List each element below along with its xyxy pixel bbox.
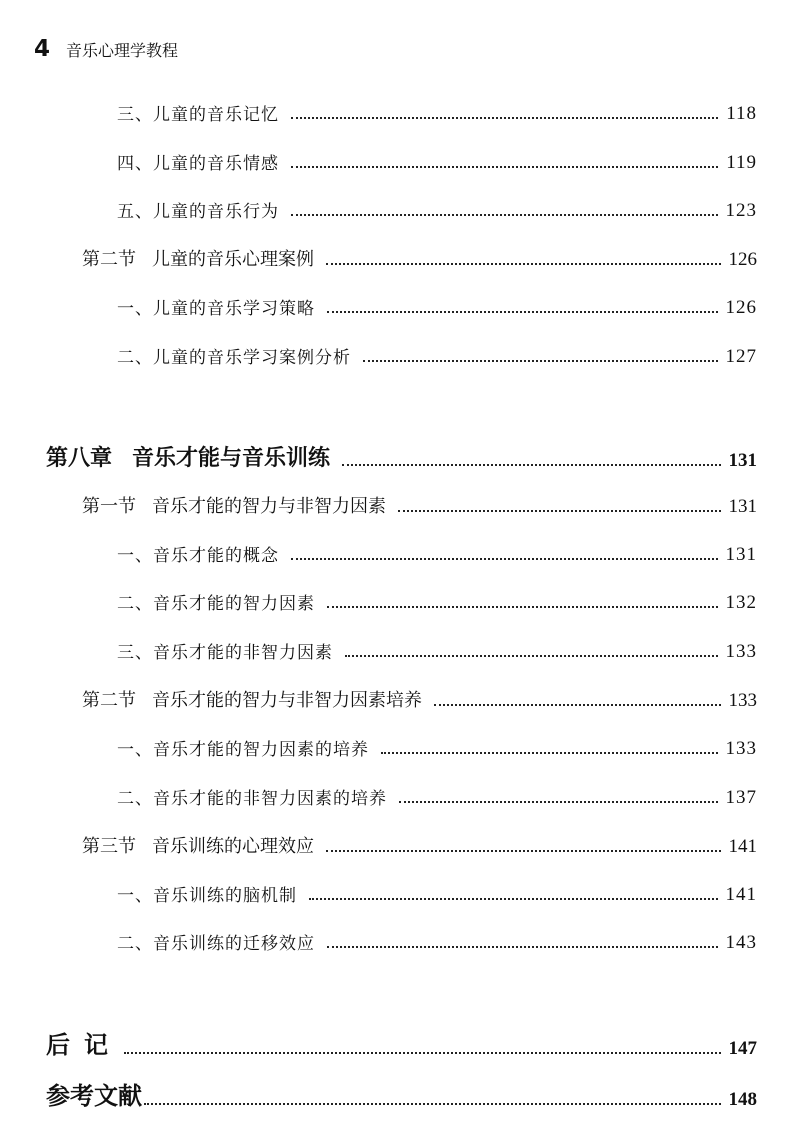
- toc-section-entry[interactable]: [82, 686, 757, 712]
- dot-leader: [327, 311, 718, 313]
- toc-entry[interactable]: [117, 197, 757, 222]
- toc-references-entry[interactable]: [46, 1076, 757, 1111]
- dot-leader: [291, 558, 718, 560]
- toc-afterword-entry[interactable]: [46, 1025, 757, 1060]
- toc-entry-label: 一、音乐才能的概念: [117, 546, 279, 566]
- toc-entry-page: 127: [725, 346, 757, 367]
- dot-leader: [291, 166, 718, 168]
- toc-entry-page: 133: [725, 641, 757, 662]
- toc-chapter-entry[interactable]: [46, 441, 757, 472]
- toc-entry-label: 三、儿童的音乐记忆: [117, 105, 279, 125]
- toc-entry-label: 后记: [46, 1030, 122, 1059]
- dot-leader: [327, 606, 718, 608]
- toc-entry-label: 一、音乐才能的智力因素的培养: [117, 740, 369, 760]
- toc-entry[interactable]: [117, 784, 757, 809]
- toc-entry[interactable]: [117, 735, 757, 760]
- toc-entry-page: 141: [728, 836, 757, 857]
- toc-entry-label: 参考文献: [46, 1081, 142, 1110]
- dot-leader: [345, 655, 718, 657]
- dot-leader: [291, 117, 718, 119]
- chapter-title: 音乐才能与音乐训练: [132, 445, 331, 471]
- section-title: 音乐训练的心理效应: [152, 836, 314, 857]
- toc-entry[interactable]: [117, 929, 757, 954]
- page-header: [34, 36, 178, 62]
- toc-entry[interactable]: [117, 589, 757, 614]
- dot-leader: [326, 263, 721, 265]
- dot-leader: [326, 850, 721, 852]
- dot-leader: [144, 1103, 721, 1105]
- dot-leader: [291, 214, 718, 216]
- dot-leader: [309, 898, 718, 900]
- toc-entry-page: 137: [725, 787, 757, 808]
- dot-leader: [342, 464, 720, 466]
- toc-entry-label: 一、儿童的音乐学习策略: [117, 299, 315, 319]
- toc-entry-page: 143: [725, 932, 757, 953]
- toc-entry-label: 一、音乐训练的脑机制: [117, 886, 297, 906]
- toc-entry-page: 123: [725, 200, 757, 221]
- toc-section-label: [82, 245, 314, 271]
- toc-entry[interactable]: [117, 149, 757, 174]
- section-number: 第三节: [82, 836, 136, 857]
- toc-entry-page: 133: [725, 738, 757, 759]
- toc-entry[interactable]: [117, 343, 757, 368]
- toc-entry-label: 二、音乐训练的迁移效应: [117, 934, 315, 954]
- section-number: 第二节: [82, 249, 136, 270]
- section-number: 第一节: [82, 496, 136, 517]
- toc-entry-label: 二、音乐才能的非智力因素的培养: [117, 789, 387, 809]
- toc-entry[interactable]: [117, 541, 757, 566]
- toc-entry-page: 133: [728, 690, 757, 711]
- running-title: 音乐心理学教程: [66, 41, 179, 60]
- toc-entry-page: 131: [728, 450, 757, 471]
- toc-entry[interactable]: [117, 881, 757, 906]
- toc-entry-label: 二、音乐才能的智力因素: [117, 594, 315, 614]
- toc-entry-page: 141: [725, 884, 757, 905]
- toc-section-entry[interactable]: [82, 492, 757, 518]
- toc-entry-page: 131: [725, 544, 757, 565]
- toc-section-entry[interactable]: [82, 245, 757, 271]
- section-number: 第二节: [82, 690, 136, 711]
- section-title: 儿童的音乐心理案例: [152, 249, 314, 270]
- toc-entry[interactable]: [117, 100, 757, 125]
- toc-entry-page: 126: [725, 297, 757, 318]
- toc-entry-label: 四、儿童的音乐情感: [117, 154, 279, 174]
- toc-entry-page: 126: [728, 249, 757, 270]
- dot-leader: [363, 360, 718, 362]
- dot-leader: [124, 1052, 721, 1054]
- toc-entry[interactable]: [117, 638, 757, 663]
- page-number: 4: [34, 36, 51, 62]
- toc-entry-page: 131: [728, 496, 757, 517]
- dot-leader: [399, 801, 718, 803]
- toc-entry-page: 148: [728, 1089, 757, 1110]
- toc-section-label: [82, 832, 314, 858]
- toc-chapter-label: [46, 441, 330, 472]
- dot-leader: [381, 752, 718, 754]
- toc-entry-page: 118: [726, 103, 757, 124]
- section-title: 音乐才能的智力与非智力因素培养: [152, 690, 422, 711]
- toc-entry[interactable]: [117, 294, 757, 319]
- dot-leader: [434, 704, 721, 706]
- dot-leader: [327, 946, 718, 948]
- toc-section-label: [82, 686, 422, 712]
- toc-entry-page: 132: [725, 592, 757, 613]
- dot-leader: [398, 510, 721, 512]
- toc-entry-page: 147: [728, 1038, 757, 1059]
- toc-entry-page: 119: [726, 152, 757, 173]
- section-title: 音乐才能的智力与非智力因素: [152, 496, 386, 517]
- toc-section-label: [82, 492, 386, 518]
- toc-section-entry[interactable]: [82, 832, 757, 858]
- toc-entry-label: 五、儿童的音乐行为: [117, 202, 279, 222]
- toc-entry-label: 二、儿童的音乐学习案例分析: [117, 348, 351, 368]
- chapter-number: 第八章: [46, 445, 113, 471]
- toc-entry-label: 三、音乐才能的非智力因素: [117, 643, 333, 663]
